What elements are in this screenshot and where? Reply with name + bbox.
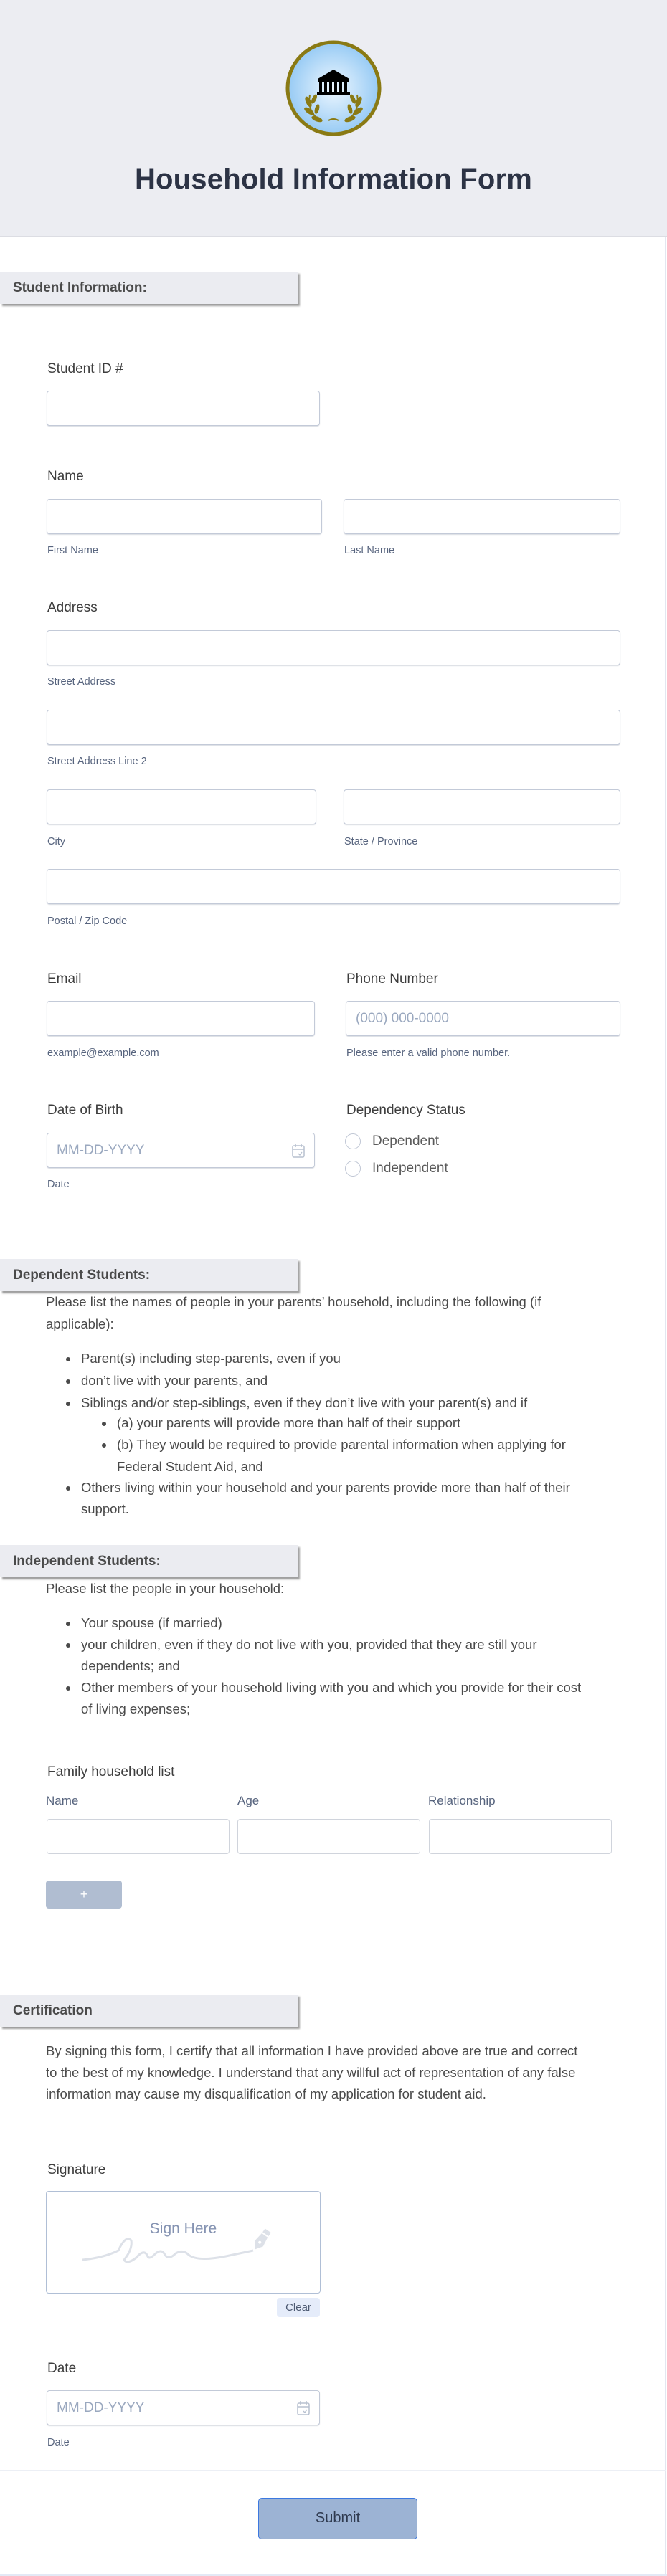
radio-dependent[interactable] — [345, 1133, 361, 1149]
section-header-student-information: Student Information: — [0, 272, 298, 304]
phone-input[interactable] — [346, 1001, 620, 1036]
bullet-dot — [66, 1686, 70, 1691]
date-label: Date — [47, 2361, 77, 2376]
calendar-icon[interactable] — [291, 1143, 306, 1159]
state-province-sublabel: State / Province — [344, 836, 418, 847]
date-placeholder: MM-DD-YYYY — [57, 2400, 145, 2415]
sign-here-placeholder: Sign Here — [149, 2220, 217, 2237]
radio-independent[interactable] — [345, 1161, 361, 1177]
street-address-input[interactable] — [47, 630, 620, 665]
email-input[interactable] — [47, 1001, 315, 1036]
family-column-age: Age — [237, 1794, 260, 1807]
family-row-relationship-input[interactable] — [429, 1819, 612, 1854]
certification-line1: By signing this form, I certify that all information I have provided above are true and correct — [46, 2043, 578, 2058]
independent-bullet-3: Other members of your household living with you and which you provide for their cost — [81, 1680, 582, 1695]
clear-signature-button[interactable]: Clear — [277, 2298, 320, 2317]
date-input[interactable] — [47, 2390, 320, 2425]
dependent-sub-bullet-b: (b) They would be required to provide parental information when applying for — [117, 1437, 566, 1452]
street-address-line2-input[interactable] — [47, 710, 620, 745]
dependent-bullet-3: Siblings and/or step-siblings, even if they don’t live with your parent(s) and if — [81, 1395, 528, 1410]
postal-zip-input[interactable] — [47, 869, 620, 904]
add-row-button[interactable]: + — [46, 1881, 122, 1909]
university-laurel-logo-icon — [285, 40, 382, 136]
dob-label: Date of Birth — [47, 1103, 123, 1118]
dependent-intro-line1: Please list the names of people in your parents’ household, including the following (if — [46, 1294, 541, 1309]
bullet-dot — [66, 1643, 70, 1648]
email-label: Email — [47, 971, 82, 987]
family-row-name-input[interactable] — [47, 1819, 230, 1854]
street-address-line2-sublabel: Street Address Line 2 — [47, 756, 147, 767]
email-sublabel: example@example.com — [47, 1047, 159, 1059]
family-row-age-input[interactable] — [237, 1819, 420, 1854]
bullet-dot — [102, 1443, 106, 1448]
independent-bullet-2: your children, even if they do not live with you, provided that they are still your — [81, 1637, 537, 1652]
calendar-icon[interactable] — [296, 2400, 311, 2416]
street-address-sublabel: Street Address — [47, 676, 116, 688]
form-card-border — [665, 237, 666, 2576]
bullet-dot — [102, 1422, 106, 1426]
signature-scribble-icon — [47, 2192, 320, 2293]
postal-zip-sublabel: Postal / Zip Code — [47, 916, 128, 927]
section-header-certification: Certification — [0, 1995, 298, 2027]
bullet-dot — [66, 1402, 70, 1406]
dependent-bullet-4: Others living within your household and your parents provide more than half of their — [81, 1480, 570, 1495]
bullet-dot — [66, 1357, 70, 1361]
independent-bullet-1: Your spouse (if married) — [81, 1615, 222, 1630]
certification-line2: to the best of my knowledge. I understand that any willful act of representation of any false — [46, 2065, 576, 2080]
dependent-bullet-1: Parent(s) including step-parents, even if you — [81, 1351, 341, 1366]
dob-placeholder: MM-DD-YYYY — [57, 1143, 145, 1158]
first-name-sublabel: First Name — [47, 545, 98, 556]
dependent-sub-bullet-b-cont: Federal Student Aid, and — [117, 1459, 263, 1474]
radio-independent-label[interactable]: Independent — [372, 1161, 448, 1176]
student-id-input[interactable] — [47, 391, 320, 426]
radio-dependent-label[interactable]: Dependent — [372, 1133, 439, 1149]
city-input[interactable] — [47, 789, 316, 824]
phone-label: Phone Number — [346, 971, 438, 987]
page-title: Household Information Form — [134, 163, 533, 195]
bullet-dot — [66, 1379, 70, 1384]
dependent-bullet-2: don’t live with your parents, and — [81, 1373, 268, 1388]
dob-sublabel: Date — [47, 1179, 70, 1190]
dependency-status-label: Dependency Status — [346, 1103, 465, 1118]
address-label: Address — [47, 600, 98, 615]
first-name-input[interactable] — [47, 499, 322, 534]
state-province-input[interactable] — [344, 789, 620, 824]
section-header-dependent-students: Dependent Students: — [0, 1259, 298, 1291]
submit-button[interactable]: Submit — [258, 2498, 417, 2539]
independent-bullet-2-cont: dependents; and — [81, 1658, 180, 1673]
form-divider — [0, 2470, 666, 2471]
signature-pad[interactable] — [46, 2191, 321, 2294]
signature-label: Signature — [47, 2162, 106, 2177]
certification-line3: information may cause my disqualification of my application for student aid. — [46, 2086, 486, 2101]
family-column-relationship: Relationship — [428, 1794, 496, 1807]
bullet-dot — [66, 1486, 70, 1491]
student-id-label: Student ID # — [47, 361, 123, 376]
name-label: Name — [47, 469, 84, 484]
phone-sublabel: Please enter a valid phone number. — [346, 1047, 511, 1059]
section-header-independent-students: Independent Students: — [0, 1545, 298, 1577]
independent-intro: Please list the people in your household: — [46, 1581, 285, 1596]
independent-bullet-3-cont: of living expenses; — [81, 1701, 191, 1716]
dependent-sub-bullet-a: (a) your parents will provide more than half of their support — [117, 1415, 461, 1430]
family-household-list-label: Family household list — [47, 1764, 175, 1779]
last-name-sublabel: Last Name — [344, 545, 395, 556]
phone-placeholder: (000) 000-0000 — [356, 1011, 449, 1026]
family-column-name: Name — [46, 1794, 79, 1807]
dependent-bullet-4-cont: support. — [81, 1501, 129, 1516]
dependent-intro-line2: applicable): — [46, 1316, 114, 1331]
date-sublabel: Date — [47, 2437, 70, 2448]
bullet-dot — [66, 1622, 70, 1626]
last-name-input[interactable] — [344, 499, 620, 534]
city-sublabel: City — [47, 836, 65, 847]
dob-input[interactable] — [47, 1133, 315, 1168]
